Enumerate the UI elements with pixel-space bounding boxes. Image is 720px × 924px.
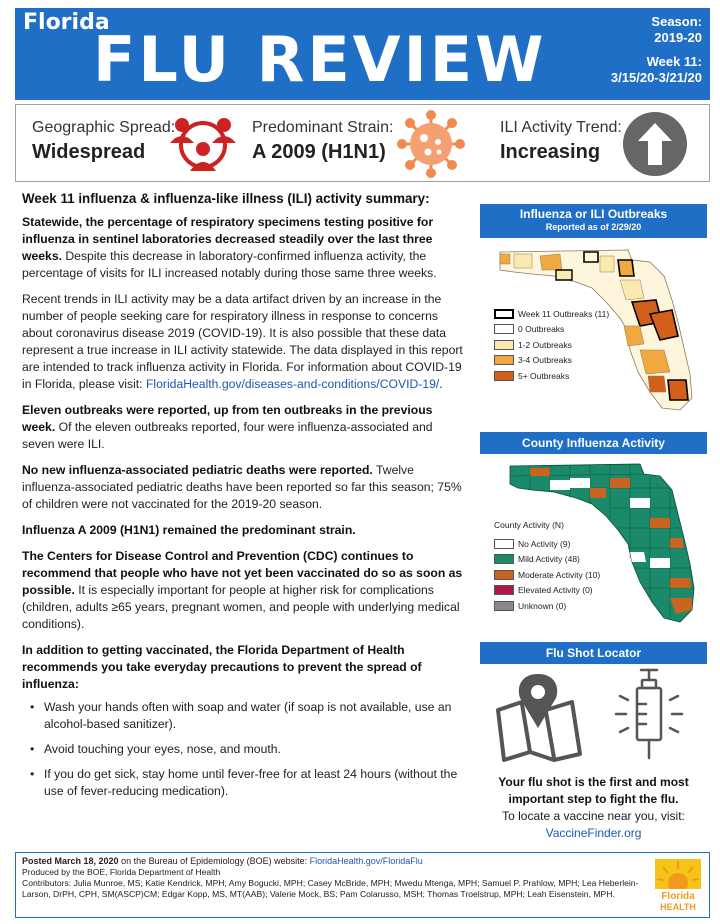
- legend-swatch: [494, 309, 514, 319]
- spread-label: Geographic Spread:: [32, 119, 176, 136]
- contributors-line: Contributors: Julia Munroe, MS; Katie Kendrick, MPH; Amy Bogucki, MPH; Casey McBride, MPH; Mwedu Mtenga, MPH; Samuel P. Prahlow, MPH; Lea Heberlein-Larson, DrPH, CPH, SM(ASCP)CM; Edgar Kopp, MS, MT(AAB); Valerie Mock, BS; Pam Colarusso, MSH; Thomas Troelstrup, MPH; Leah Eisenstein, MPH.: [22, 878, 639, 899]
- season-label: Season:: [651, 14, 702, 29]
- strain-paragraph: Influenza A 2009 (H1N1) remained the predominant strain.: [22, 523, 356, 537]
- legend-swatch: [494, 324, 514, 334]
- legend-swatch: [494, 585, 514, 595]
- county-activity-legend: [494, 520, 600, 614]
- precautions-list: [22, 699, 464, 800]
- week-label: Week 11:: [646, 54, 702, 69]
- list-item: • Avoid touching your eyes, nose, and mouth.: [22, 741, 464, 758]
- legend-entry: Elevated Activity (0): [494, 583, 600, 599]
- legend-entry: 1-2 Outbreaks: [494, 337, 609, 353]
- syringe-icon: [606, 666, 692, 762]
- covid-link[interactable]: FloridaHealth.gov/diseases-and-conditions/COVID-19/: [145, 377, 440, 391]
- summary-column: [22, 190, 464, 808]
- flu-shot-bold: Your flu shot is the first and most important step to fight the flu.: [498, 775, 689, 806]
- outbreaks-title: Influenza or ILI Outbreaks: [519, 207, 668, 221]
- summary-paragraph: Statewide, the percentage of respiratory specimens testing positive for influenza in sentinel laboratories decreased steadily over the last three weeks. Despite this decrease in laboratory-confirmed influenza activity, the percentage of visits for ILI increased notably during those same three weeks.: [22, 215, 437, 280]
- footer: [15, 852, 710, 918]
- legend-entry: Mild Activity (48): [494, 552, 600, 568]
- legend-swatch: [494, 340, 514, 350]
- legend-swatch: [494, 371, 514, 381]
- spread-value: Widespread: [32, 141, 146, 163]
- florida-health-logo: Florida HEALTH: [655, 859, 701, 911]
- county-legend-title: County Activity (N): [494, 520, 564, 530]
- header-banner: [15, 8, 710, 100]
- summary-heading: Week 11 influenza & influenza-like illness (ILI) activity summary:: [22, 191, 430, 206]
- header-florida: Florida: [23, 10, 110, 35]
- trend-label: ILI Activity Trend:: [500, 119, 622, 136]
- list-item: • If you do get sick, stay home until fever-free for at least 24 hours (without the use of fever-reducing medication).: [22, 766, 464, 800]
- legend-swatch: [494, 554, 514, 564]
- flu-shot-text: [480, 774, 707, 842]
- flu-shot-line2: To locate a vaccine near you, visit:: [502, 809, 685, 823]
- precautions-paragraph: In addition to getting vaccinated, the Florida Department of Health recommends you take everyday precautions to prevent the spread of influenza:: [22, 643, 422, 691]
- legend-entry: 0 Outbreaks: [494, 322, 609, 338]
- people-network-icon: [168, 111, 238, 175]
- list-item: • Wash your hands often with soap and water (if soap is not available, use an alcohol-based sanitizer).: [22, 699, 464, 733]
- cdc-paragraph: The Centers for Disease Control and Prevention (CDC) continues to recommend that people who have not yet been vaccinated do so as soon as possible. It is especially important for people at higher risk for complications (children, adults ≥65 years, pregnant women, and people with underlying medical conditions).: [22, 549, 463, 631]
- legend-entry: No Activity (9): [494, 536, 600, 552]
- legend-entry: Week 11 Outbreaks (11): [494, 306, 609, 322]
- posted-line: Posted March 18, 2020 on the Bureau of Epidemiology (BOE) website: FloridaHealth.gov/FloridaFlu: [22, 856, 423, 866]
- legend-entry: Unknown (0): [494, 598, 600, 614]
- indicator-strip: [15, 104, 710, 182]
- legend-entry: 5+ Outbreaks: [494, 368, 609, 384]
- virus-icon: [396, 110, 466, 178]
- legend-swatch: [494, 601, 514, 611]
- legend-entry: 3-4 Outbreaks: [494, 353, 609, 369]
- legend-swatch: [494, 355, 514, 365]
- floridaflu-link[interactable]: FloridaHealth.gov/FloridaFlu: [309, 856, 423, 866]
- produced-line: Produced by the BOE, Florida Department of Health: [22, 867, 221, 877]
- pediatric-paragraph: No new influenza-associated pediatric deaths were reported. Twelve influenza-associated pediatric deaths have been reported so far this season; 75% of children were not vaccinated for the 2019-20 season.: [22, 463, 462, 511]
- trend-value: Increasing: [500, 141, 601, 163]
- sun-icon: [655, 859, 701, 889]
- outbreaks-subtitle: Reported as of 2/29/20: [545, 222, 642, 232]
- vaccinefinder-link[interactable]: VaccineFinder.org: [545, 826, 642, 840]
- county-activity-header: County Influenza Activity: [480, 432, 707, 454]
- map-pin-icon: [492, 670, 588, 762]
- outbreak-paragraph: Eleven outbreaks were reported, up from ten outbreaks in the previous week. Of the eleven outbreaks reported, four were influenza-associated and seven were ILI.: [22, 403, 433, 451]
- season-info: [611, 14, 702, 86]
- legend-swatch: [494, 570, 514, 580]
- legend-swatch: [494, 539, 514, 549]
- outbreaks-header: [480, 204, 707, 238]
- covid-paragraph: Recent trends in ILI activity may be a data artifact driven by an increase in the number of people seeking care for respiratory illness in response to concerns about coronavirus disease 2019 (COVID-19). It is also possible that these data represent a true increase in ILI activity statewide. The data displayed in this report are intended to track influenza activity in Florida. For information about COVID-19 in Florida, please visit: FloridaHealth.gov/diseases-and-conditions/COVID-19/.: [22, 292, 463, 391]
- season-value: 2019-20: [654, 30, 702, 45]
- strain-label: Predominant Strain:: [252, 119, 394, 136]
- arrow-up-icon: [622, 111, 688, 177]
- strain-value: A 2009 (H1N1): [252, 141, 386, 163]
- flu-shot-header: Flu Shot Locator: [480, 642, 707, 664]
- outbreaks-legend: [494, 306, 609, 384]
- week-range: 3/15/20-3/21/20: [610, 70, 702, 85]
- header-title: FLU REVIEW: [93, 23, 547, 96]
- legend-entry: Moderate Activity (10): [494, 567, 600, 583]
